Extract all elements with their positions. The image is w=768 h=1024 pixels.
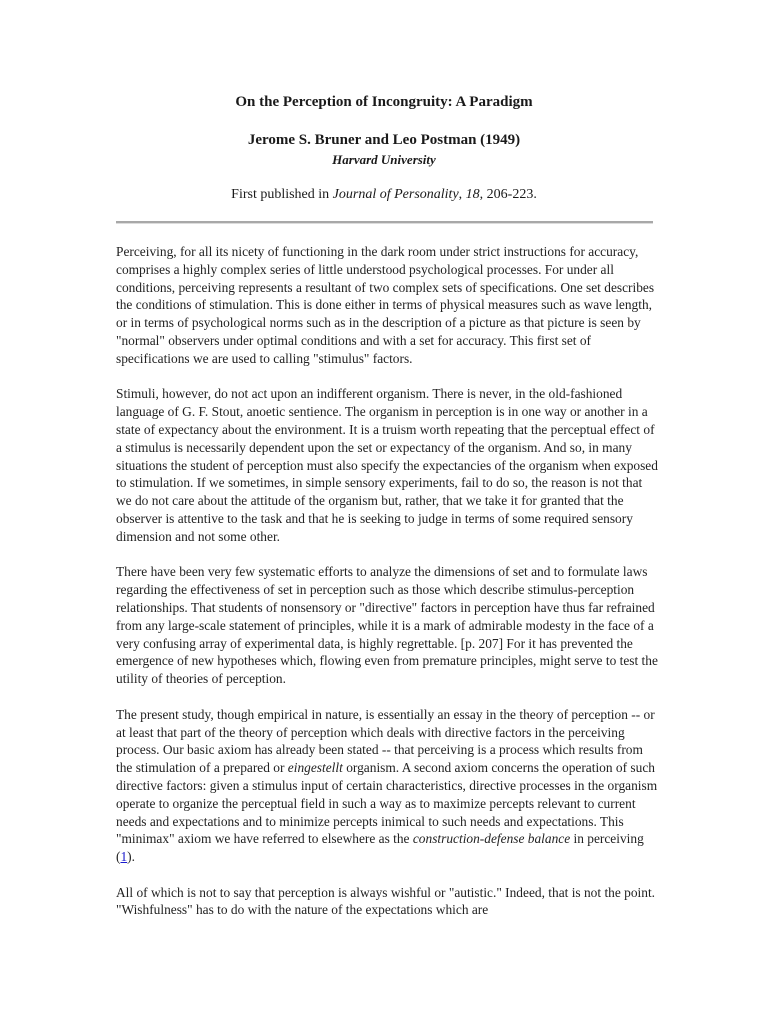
- paragraph-4-part-d: ).: [127, 849, 135, 865]
- eingestellt-term: eingestellt: [287, 760, 343, 776]
- author-affiliation: Harvard University: [332, 152, 436, 167]
- paragraph-5: All of which is not to say that perception is always wishful or "autistic." Indeed, that is not the point. "Wishfulness" has to do with the nature of the expectations which are: [116, 884, 656, 918]
- paragraph-4-part-a: The present study, though empirical in nature, is essentially an essay in the theory of perception -- or at least that part of the theory of perception which deals with directive factors in the perceiving process. Our basic axiom has already been stated -- that perceiving is a process which results from the stimulation of a prepared or: [116, 706, 655, 776]
- paragraph-2: Stimuli, however, do not act upon an indifferent organism. There is never, in the old-fashioned language of G. F. Stout, anoetic sentience. The organism in perception is in one way or another in a state of expectancy about the environment. It is a truism worth repeating that the perceptual effect of a stimulus is necessarily dependent upon the set or expectancy of the organism. And so, in many situations the student of perception must also specify the expectancies of the organism when exposed to stimulation. If we sometimes, in simple sensory experiments, fail to do so, the reason is not that we do not care about the attitude of the organism but, rather, that we take it for granted that the observer is attentive to the task and that he is seeking to judge in terms of some required sensory dimension and not some other.: [116, 386, 658, 544]
- paragraph-4-part-c: in perceiving (: [116, 831, 644, 865]
- reference-link-1[interactable]: 1: [120, 849, 128, 865]
- journal-volume: 18: [465, 187, 480, 202]
- pub-sep: ,: [458, 187, 466, 202]
- pub-prefix: First published in: [231, 187, 333, 202]
- journal-name: Journal of Personality: [332, 187, 459, 202]
- journal-pages: , 206-223.: [479, 187, 537, 202]
- paragraph-4-part-b: organism. A second axiom concerns the operation of such directive factors: given a stimulus input of certain characteristics, directive processes in the organism operate to organize the perceptual field in such a way as to maximize percepts relevant to current needs and expectations and to minimize percepts inimical to such needs and expectations. This "minimax" axiom we have referred to elsewhere as the: [116, 760, 658, 847]
- paragraph-3: There have been very few systematic efforts to analyze the dimensions of set and to formulate laws regarding the effectiveness of set in perception such as those which describe stimulus-perception relationships. That students of nonsensory or "directive" factors in perception have thus far refrained from any large-scale statement of principles, while it is a mark of admirable modesty in the face of a very confusing array of experimental data, is highly regrettable. [p. 207] For it has prevented the emergence of new hypotheses which, flowing even from premature principles, might serve to test the utility of theories of perception.: [116, 564, 658, 687]
- paragraph-1: Perceiving, for all its nicety of functioning in the dark room under strict instructions for accuracy, comprises a highly complex series of little understood psychological processes. For under all conditions, perceiving represents a resultant of two complex sets of specifications. One set describes the conditions of stimulation. This is done either in terms of physical measures such as wave length, or in terms of psychological norms such as in the description of a picture as that picture is seen by "normal" observers under optimal conditions and with a set for accuracy. This first set of specifications we are used to calling "stimulus" factors.: [116, 244, 655, 366]
- article-body: [116, 243, 661, 937]
- horizontal-divider: [116, 221, 653, 224]
- construction-defense-term: construction-defense balance: [412, 831, 571, 847]
- paper-authors: Jerome S. Bruner and Leo Postman (1949): [247, 132, 521, 148]
- paragraph-4: [116, 706, 661, 866]
- publication-note: [0, 187, 768, 203]
- paper-title: On the Perception of Incongruity: A Paradigm: [235, 94, 533, 110]
